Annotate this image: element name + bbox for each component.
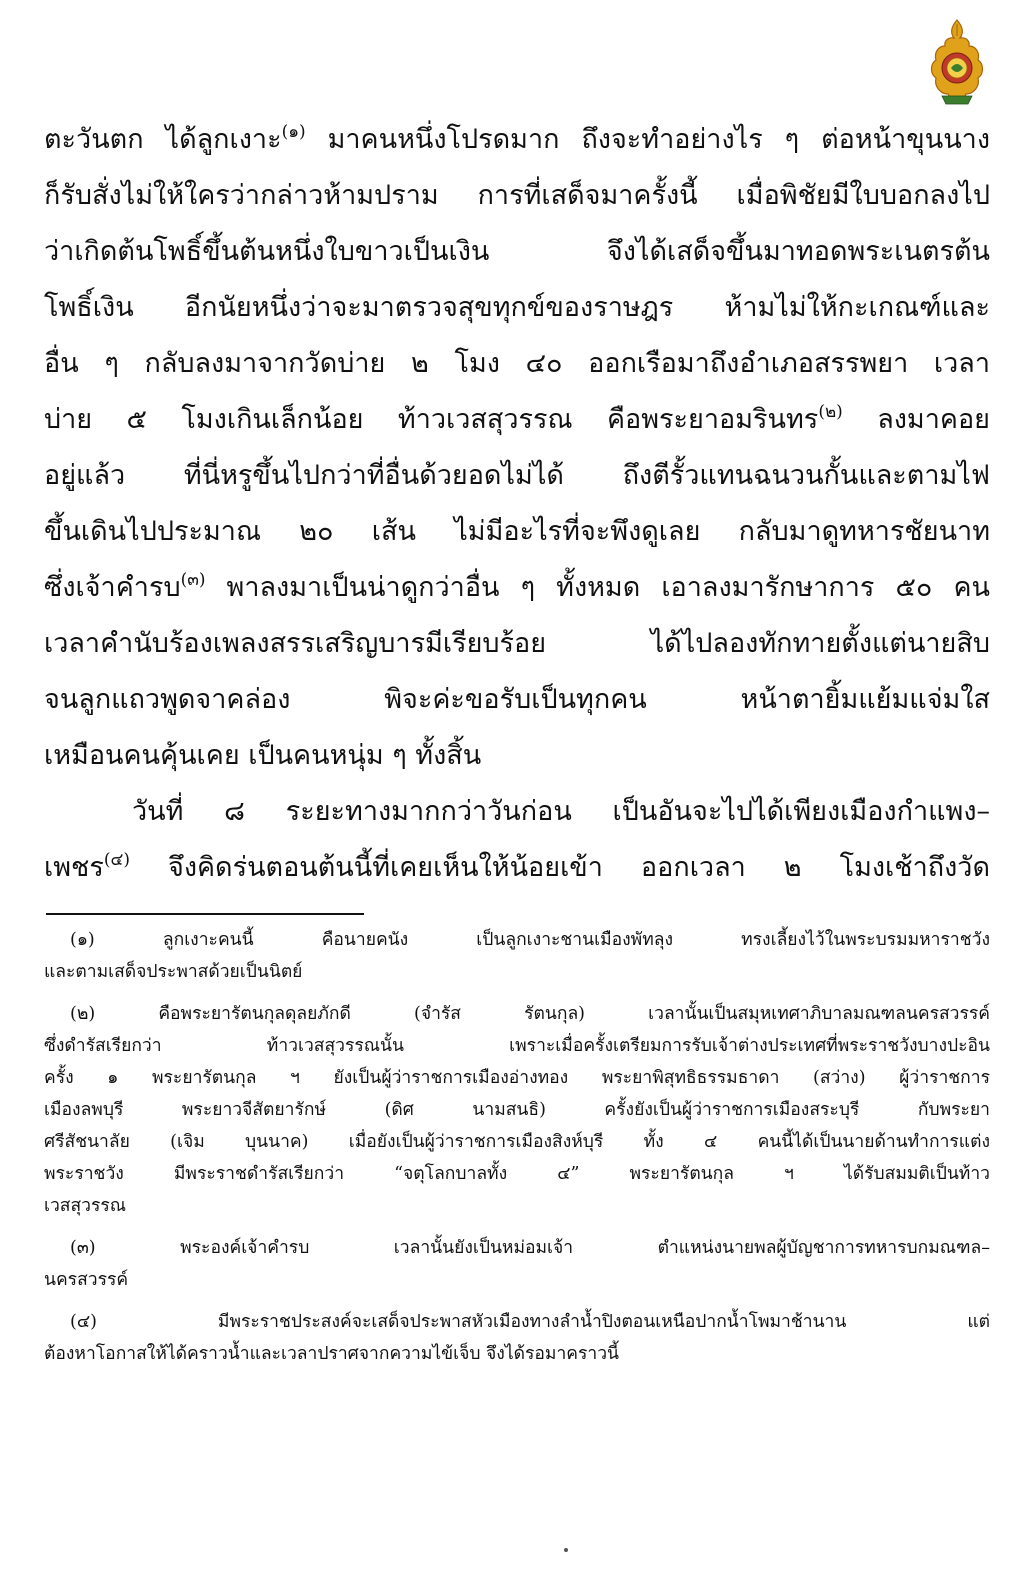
footnote-ref-4: (๔): [103, 850, 130, 870]
footnote-line: เมืองลพบุรี พระยาวจีสัตยารักษ์ (ดิศ นามสนธิ) ครั้งยังเป็นผู้ว่าราชการเมืองสระบุรี กับพระยา: [44, 1100, 990, 1120]
paragraph-start-line: วันที่ ๘ ระยะทางมากกว่าวันก่อน เป็นอันจะไปได้เพียงเมืองกำแพง–: [132, 796, 990, 827]
body-text-segment: เพชร: [44, 852, 104, 883]
footnote-line: ศรีสัชนาลัย (เจิม บุนนาค) เมื่อยังเป็นผู้ว่าราชการเมืองสิงห์บุรี ทั้ง ๔ คนนี้ได้เป็นนายด้านทำการแต่ง: [44, 1132, 990, 1152]
body-line: ว่าเกิดต้นโพธิ์ขึ้นต้นหนึ่งใบขาวเป็นเงิน จึงได้เสด็จขึ้นมาทอดพระเนตรต้น: [44, 236, 990, 267]
footnote-line: และตามเสด็จประพาสด้วยเป็นนิตย์: [44, 962, 303, 982]
footnote-line: (๓) พระองค์เจ้าคำรบ เวลานั้นยังเป็นหม่อมเจ้า ตำแหน่งนายพลผู้บัญชาการทหารบกมณฑล–: [70, 1238, 990, 1258]
footnote-line: เวสสุวรรณ: [44, 1196, 127, 1216]
footnote-line: ครั้ง ๑ พระยารัตนกุล ฯ ยังเป็นผู้ว่าราชการเมืองอ่างทอง พระยาพิสุทธิธรรมธาดา (สว่าง) ผู้ว่าราชการ: [44, 1068, 990, 1088]
footnote-2: [44, 998, 990, 1222]
body-text: [44, 112, 990, 896]
footnote-line: ซึ่งดำรัสเรียกว่า ท้าวเวสสุวรรณนั้น เพราะเมื่อครั้งเตรียมการรับเจ้าต่างประเทศที่พระราชวังบางปะอิน: [44, 1036, 990, 1056]
footnote-divider: [46, 913, 364, 915]
body-text-segment: ลงมาคอย: [842, 404, 990, 435]
body-text-segment: พาลงมาเป็นน่าดูกว่าอื่น ๆ ทั้งหมด เอาลงมารักษาการ ๕๐ คน: [205, 572, 990, 603]
body-line: อยู่แล้ว ที่นี่หรูขึ้นไปกว่าที่อื่นด้วยอดไม่ได้ ถึงตีรั้วแทนฉนวนกั้นและตามไฟ: [44, 460, 990, 491]
body-line: จนลูกแถวพูดจาคล่อง พิจะค่ะขอรับเป็นทุกคน หน้าตายิ้มแย้มแจ่มใส: [44, 684, 990, 715]
footnote-3: [44, 1232, 990, 1296]
footnote-line: (๒) คือพระยารัตนกุลดุลยภักดี (จำรัส รัตนกุล) เวลานั้นเป็นสมุหเทศาภิบาลมณฑลนครสวรรค์: [70, 1004, 990, 1024]
body-text-segment: จึงคิดร่นตอนต้นนี้ที่เคยเห็นให้น้อยเข้า ออกเวลา ๒ โมงเช้าถึงวัด: [130, 852, 990, 883]
footnote-line: ต้องหาโอกาสให้ได้คราวน้ำและเวลาปราศจากความไข้เจ็บ จึงได้รอมาคราวนี้: [44, 1344, 619, 1364]
footnote-line: นครสวรรค์: [44, 1270, 129, 1290]
body-line: [44, 840, 990, 896]
footnote-line: (๔) มีพระราชประสงค์จะเสด็จประพาสหัวเมืองทางลำน้ำปิงตอนเหนือปากน้ำโพมาช้านาน แต่: [70, 1312, 990, 1332]
body-line: [44, 560, 990, 616]
body-line: โพธิ์เงิน อีกนัยหนึ่งว่าจะมาตรวจสุขทุกข์ของราษฎร ห้ามไม่ให้กะเกณฑ์และ: [44, 292, 990, 323]
body-text-segment: ตะวันตก ได้ลูกเงาะ: [44, 124, 282, 155]
body-line: ขึ้นเดินไปประมาณ ๒๐ เส้น ไม่มีอะไรที่จะพึงดูเลย กลับมาดูทหารชัยนาท: [44, 516, 990, 547]
footnote-line: พระราชวัง มีพระราชดำรัสเรียกว่า “จตุโลกบาลทั้ง ๔” พระยารัตนกุล ฯ ได้รับสมมติเป็นท้าว: [44, 1164, 990, 1184]
body-line: เวลาคำนับร้องเพลงสรรเสริญบารมีเรียบร้อย ได้ไปลองทักทายตั้งแต่นายสิบ: [44, 628, 990, 659]
royal-emblem-icon: [926, 18, 988, 108]
footnote-ref-2: (๒): [818, 402, 843, 422]
footnotes: [44, 924, 990, 1380]
footnote-line: (๑) ลูกเงาะคนนี้ คือนายคนัง เป็นลูกเงาะชานเมืองพัทลุง ทรงเลี้ยงไว้ในพระบรมมหาราชวัง: [70, 930, 990, 950]
page-speck: [564, 1548, 568, 1552]
body-text-segment: ซึ่งเจ้าคำรบ: [44, 572, 181, 603]
body-text-segment: บ่าย ๕ โมงเกินเล็กน้อย ท้าวเวสสุวรรณ คือพระยาอมรินทร: [44, 404, 819, 435]
body-text-segment: มาคนหนึ่งโปรดมาก ถึงจะทำอย่างไร ๆ ต่อหน้าขุนนาง: [305, 124, 991, 155]
body-line: ก็รับสั่งไม่ให้ใครว่ากล่าวห้ามปราม การที่เสด็จมาครั้งนี้ เมื่อพิชัยมีใบบอกลงไป: [44, 180, 990, 211]
body-line: [44, 112, 990, 168]
footnote-ref-3: (๓): [180, 570, 206, 590]
body-line: เหมือนคนคุ้นเคย เป็นคนหนุ่ม ๆ ทั้งสิ้น: [44, 740, 482, 771]
footnote-4: [44, 1306, 990, 1370]
footnote-ref-1: (๑): [281, 122, 306, 142]
body-line: อื่น ๆ กลับลงมาจากวัดบ่าย ๒ โมง ๔๐ ออกเรือมาถึงอำเภอสรรพยา เวลา: [44, 348, 990, 379]
body-line: [44, 392, 990, 448]
footnote-1: [44, 924, 990, 988]
